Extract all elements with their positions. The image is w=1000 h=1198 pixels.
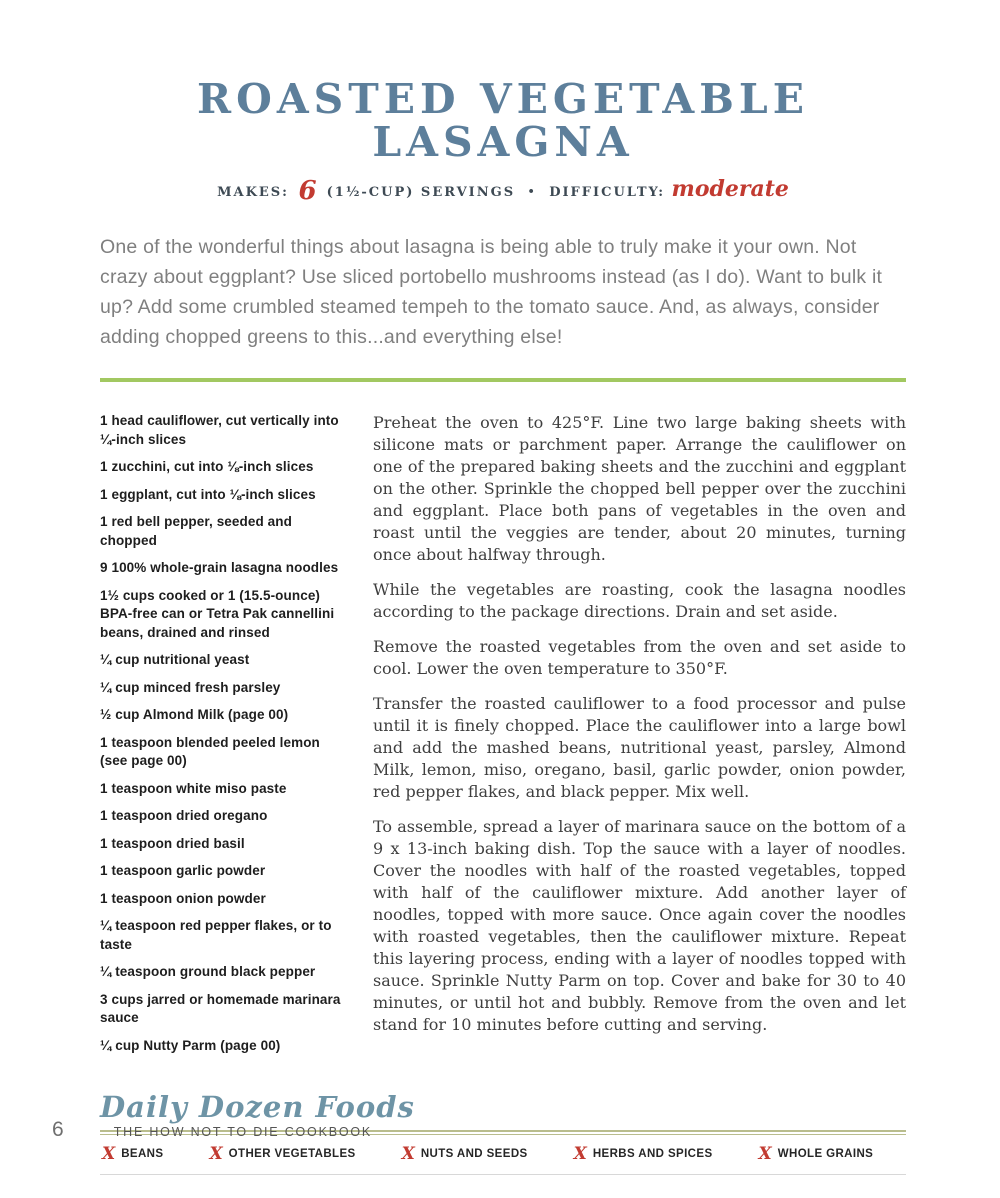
instruction-paragraph: Transfer the roasted cauliflower to a food processor and pulse until it is finely chopped. Place the cauliflower into a large bowl and add the mashed beans, nutritional yeast, parsley, Almond Milk, lemon, miso, oregano, basil, garlic powder, onion powder, red pepper flakes, and black pepper. Mix well. [373,694,906,802]
daily-dozen-heading: Daily Dozen Foods [100,1090,415,1125]
daily-dozen-item-label: HERBS AND SPICES [592,1148,713,1161]
makes-label: MAKES: [217,185,289,201]
book-title: THE HOW NOT TO DIE COOKBOOK [113,1125,373,1139]
daily-dozen-item [209,1144,355,1164]
instruction-paragraph: To assemble, spread a layer of marinara sauce on the bottom of a 9 x 13-inch baking dish. Top the sauce with a layer of noodles. Cover the noodles with half of the roasted vegetables, topped with half of the cauliflower mixture. Add another layer of noodles, topped with more sauce. Once again cover the noodles with roasted vegetables, then the cauliflower mixture. Repeat this layering process, ending with a layer of noodles topped with sauce. Sprinkle Nutty Parm on top. Cover and bake for 30 to 40 minutes, or until hot and bubbly. Remove from the oven and let stand for 10 minutes before cutting and serving. [373,817,906,1035]
ingredients-list [100,412,343,1064]
ingredient-item: 1 teaspoon dried basil [100,835,245,851]
ingredient-item: 1 head cauliflower, cut vertically into ¼-inch slices [100,413,339,447]
section-divider [100,378,906,382]
ingredient-item: ¼ cup Nutty Parm (page 00) [100,1037,281,1053]
daily-dozen-item-label: WHOLE GRAINS [777,1148,874,1161]
difficulty-label: DIFFICULTY: [549,185,666,201]
page-number: 6 [52,1118,64,1141]
ingredient-item: 1 teaspoon blended peeled lemon (see page 00) [100,734,320,769]
recipe-intro: One of the wonderful things about lasagna is being able to truly make it your own. Not crazy about eggplant? Use sliced portobello mushrooms instead (as I do). Want to bulk it up? Add some crumbled steamed tempeh to the tomato sauce. And, as always, consider adding chopped greens to this...and everything else! [100,236,883,349]
ingredient-item: ¼ cup minced fresh parsley [100,679,281,695]
ingredient-item: 1 teaspoon onion powder [100,890,266,906]
ingredient-item: 1 teaspoon dried oregano [100,808,268,824]
daily-dozen-item-label: OTHER VEGETABLES [228,1148,356,1161]
instruction-paragraph: Preheat the oven to 425°F. Line two large baking sheets with silicone mats or parchment paper. Arrange the cauliflower on one of the prepared baking sheets and the zucchini and eggplant on the other. Sprinkle the chopped bell pepper over the zucchini and eggplant. Place both pans of vegetables in the oven and roast until the veggies are tender, about 20 minutes, turning once about halfway through. [373,413,906,565]
x-check-icon: X [758,1144,772,1165]
x-check-icon: X [401,1144,415,1165]
page-footer [52,1118,372,1142]
ingredient-item: ¼ teaspoon ground black pepper [100,964,316,980]
daily-dozen-item-label: BEANS [121,1148,164,1161]
daily-dozen-item [574,1144,713,1164]
ingredient-item: ¼ teaspoon red pepper flakes, or to taste [100,918,332,952]
meta-separator-icon: • [527,185,537,199]
ingredient-item: 1 eggplant, cut into ⅛-inch slices [100,486,316,502]
recipe-meta [100,176,906,207]
daily-dozen-item [759,1144,874,1164]
x-check-icon: X [209,1144,223,1165]
ingredient-item: 1 teaspoon white miso paste [100,780,287,796]
x-check-icon: X [102,1144,116,1165]
daily-dozen-item [102,1144,163,1164]
ingredient-item: ½ cup Almond Milk (page 00) [100,707,289,723]
instruction-paragraph: Remove the roasted vegetables from the oven and set aside to cool. Lower the oven temperature to 350°F. [373,637,906,679]
recipe-body [100,412,906,1064]
ingredient-item: 1 teaspoon garlic powder [100,863,266,879]
daily-dozen-item [402,1144,528,1164]
instruction-paragraph: While the vegetables are roasting, cook the lasagna noodles according to the package directions. Drain and set aside. [373,580,906,622]
instructions-column [373,412,906,1064]
ingredient-item: 9 100% whole-grain lasagna noodles [100,560,339,576]
ingredient-item: 1 zucchini, cut into ⅛-inch slices [100,459,314,475]
recipe-title: ROASTED VEGETABLE LASAGNA [197,75,809,167]
ingredient-item: 3 cups jarred or homemade marinara sauce [100,991,341,1026]
ingredient-item: 1 red bell pepper, seeded and chopped [100,514,292,548]
x-check-icon: X [573,1144,587,1165]
daily-dozen-item-label: NUTS AND SEEDS [420,1148,528,1161]
makes-value: 6 [298,176,318,207]
ingredient-item: ¼ cup nutritional yeast [100,652,250,668]
page-content [100,0,906,1175]
makes-suffix: (1½-CUP) SERVINGS [326,185,516,201]
daily-dozen-bottom-divider [100,1174,906,1175]
ingredient-item: 1½ cups cooked or 1 (15.5-ounce) BPA-free can or Tetra Pak cannellini beans, drained and rinsed [100,587,335,640]
difficulty-value: moderate [671,176,789,203]
